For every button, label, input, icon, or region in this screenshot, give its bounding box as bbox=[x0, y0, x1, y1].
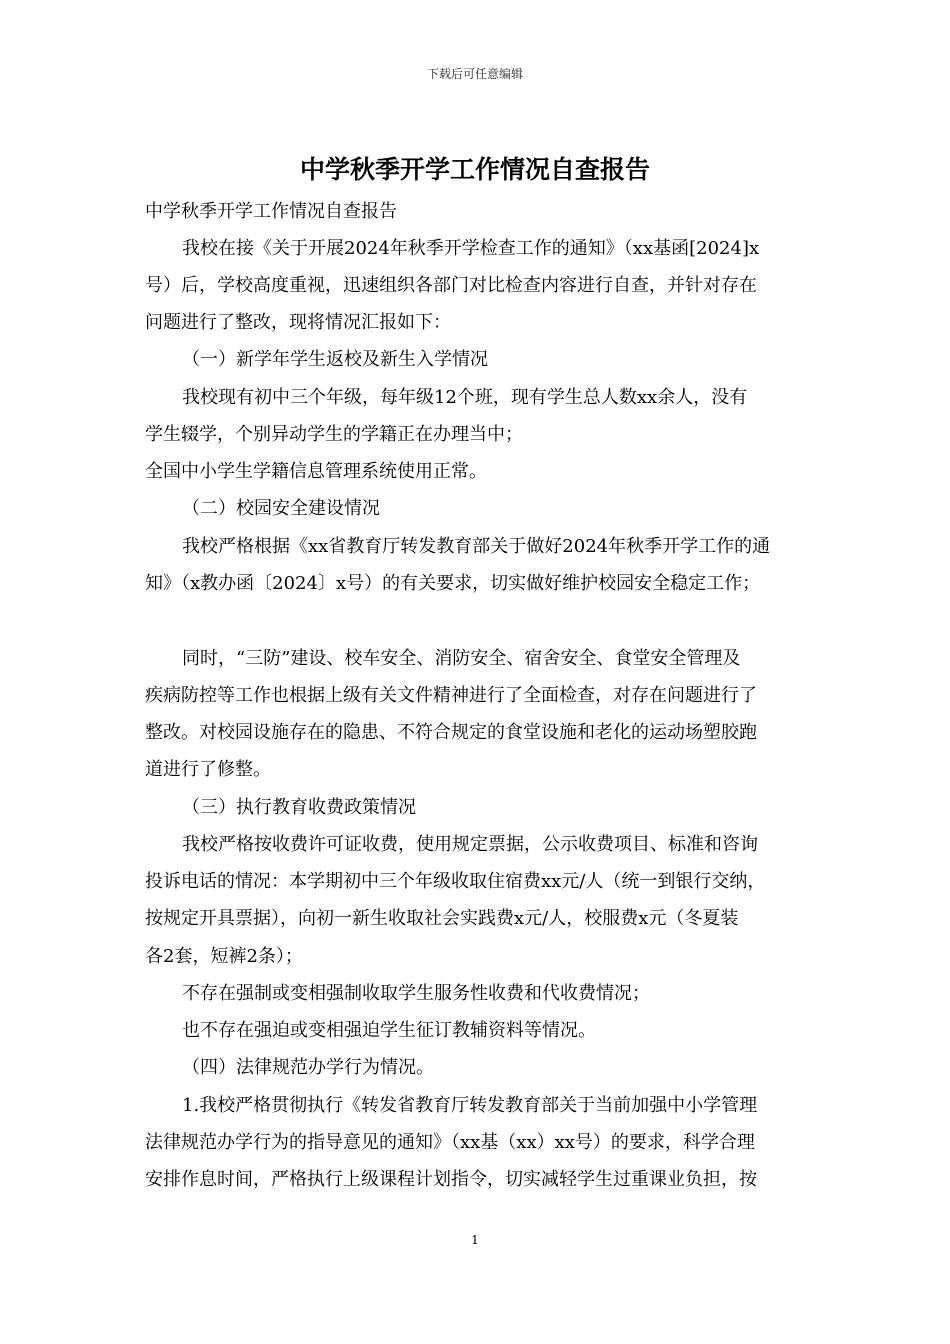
body-line: 同时，“三防”建设、校车安全、消防安全、宿舍安全、食堂安全管理及 bbox=[182, 648, 741, 669]
body-line: 法律规范办学行为的指导意见的通知》（xx基（xx）xx号）的要求，科学合理 bbox=[145, 1132, 755, 1153]
body-line: 全国中小学生学籍信息管理系统使用正常。 bbox=[145, 461, 487, 482]
section-heading: （一）新学年学生返校及新生入学情况 bbox=[182, 349, 488, 370]
body-line: 按规定开具票据），向初一新生收取社会实践费x元/人，校服费x元（冬夏装 bbox=[145, 908, 739, 929]
body-line: 道进行了修整。 bbox=[145, 759, 271, 780]
document-title: 中学秋季开学工作情况自查报告 bbox=[299, 155, 650, 184]
body-line: 不存在强制或变相强制收取学生服务性收费和代收费情况； bbox=[182, 983, 650, 1004]
body-line: 各2套，短裤2条）； bbox=[145, 946, 303, 967]
body-line: 我校在接《关于开展2024年秋季开学检查工作的通知》（xx基函[2024]x bbox=[182, 238, 760, 259]
subtitle-line: 中学秋季开学工作情况自查报告 bbox=[145, 201, 397, 222]
body-line: 学生辍学，个别异动学生的学籍正在办理当中； bbox=[145, 424, 523, 445]
body-line: 我校现有初中三个年级，每年级12个班，现有学生总人数xx余人，没有 bbox=[182, 387, 748, 408]
body-line: 我校严格按收费许可证收费，使用规定票据，公示收费项目、标准和咨询 bbox=[182, 834, 758, 855]
body-line: 投诉电话的情况：本学期初中三个年级收取住宿费xx元/人（统一到银行交纳， bbox=[145, 871, 766, 892]
body-line: 1.我校严格贯彻执行《转发省教育厅转发教育部关于当前加强中小学管理 bbox=[182, 1095, 758, 1116]
body-line: 知》（x教办函〔2024〕x号）的有关要求，切实做好维护校园安全稳定工作； bbox=[145, 573, 761, 594]
body-line: 安排作息时间，严格执行上级课程计划指令，切实减轻学生过重课业负担，按 bbox=[145, 1169, 757, 1190]
page-number: 1 bbox=[471, 1233, 479, 1247]
body-line: 也不存在强迫或变相强迫学生征订教辅资料等情况。 bbox=[182, 1020, 596, 1041]
page-header: 下载后可任意编辑 bbox=[426, 67, 523, 81]
body-line: 号）后，学校高度重视，迅速组织各部门对比检查内容进行自查，并针对存在 bbox=[145, 275, 757, 296]
section-heading: （二）校园安全建设情况 bbox=[182, 498, 380, 519]
body-line: 问题进行了整改，现将情况汇报如下： bbox=[145, 312, 451, 333]
section-heading: （三）执行教育收费政策情况 bbox=[182, 797, 416, 818]
body-line: 疾病防控等工作也根据上级有关文件精神进行了全面检查，对存在问题进行了 bbox=[145, 685, 757, 706]
section-heading: （四）法律规范办学行为情况。 bbox=[182, 1057, 434, 1078]
body-line: 我校严格根据《xx省教育厅转发教育部关于做好2024年秋季开学工作的通 bbox=[182, 536, 771, 557]
body-line: 整改。对校园设施存在的隐患、不符合规定的食堂设施和老化的运动场塑胶跑 bbox=[145, 722, 757, 743]
